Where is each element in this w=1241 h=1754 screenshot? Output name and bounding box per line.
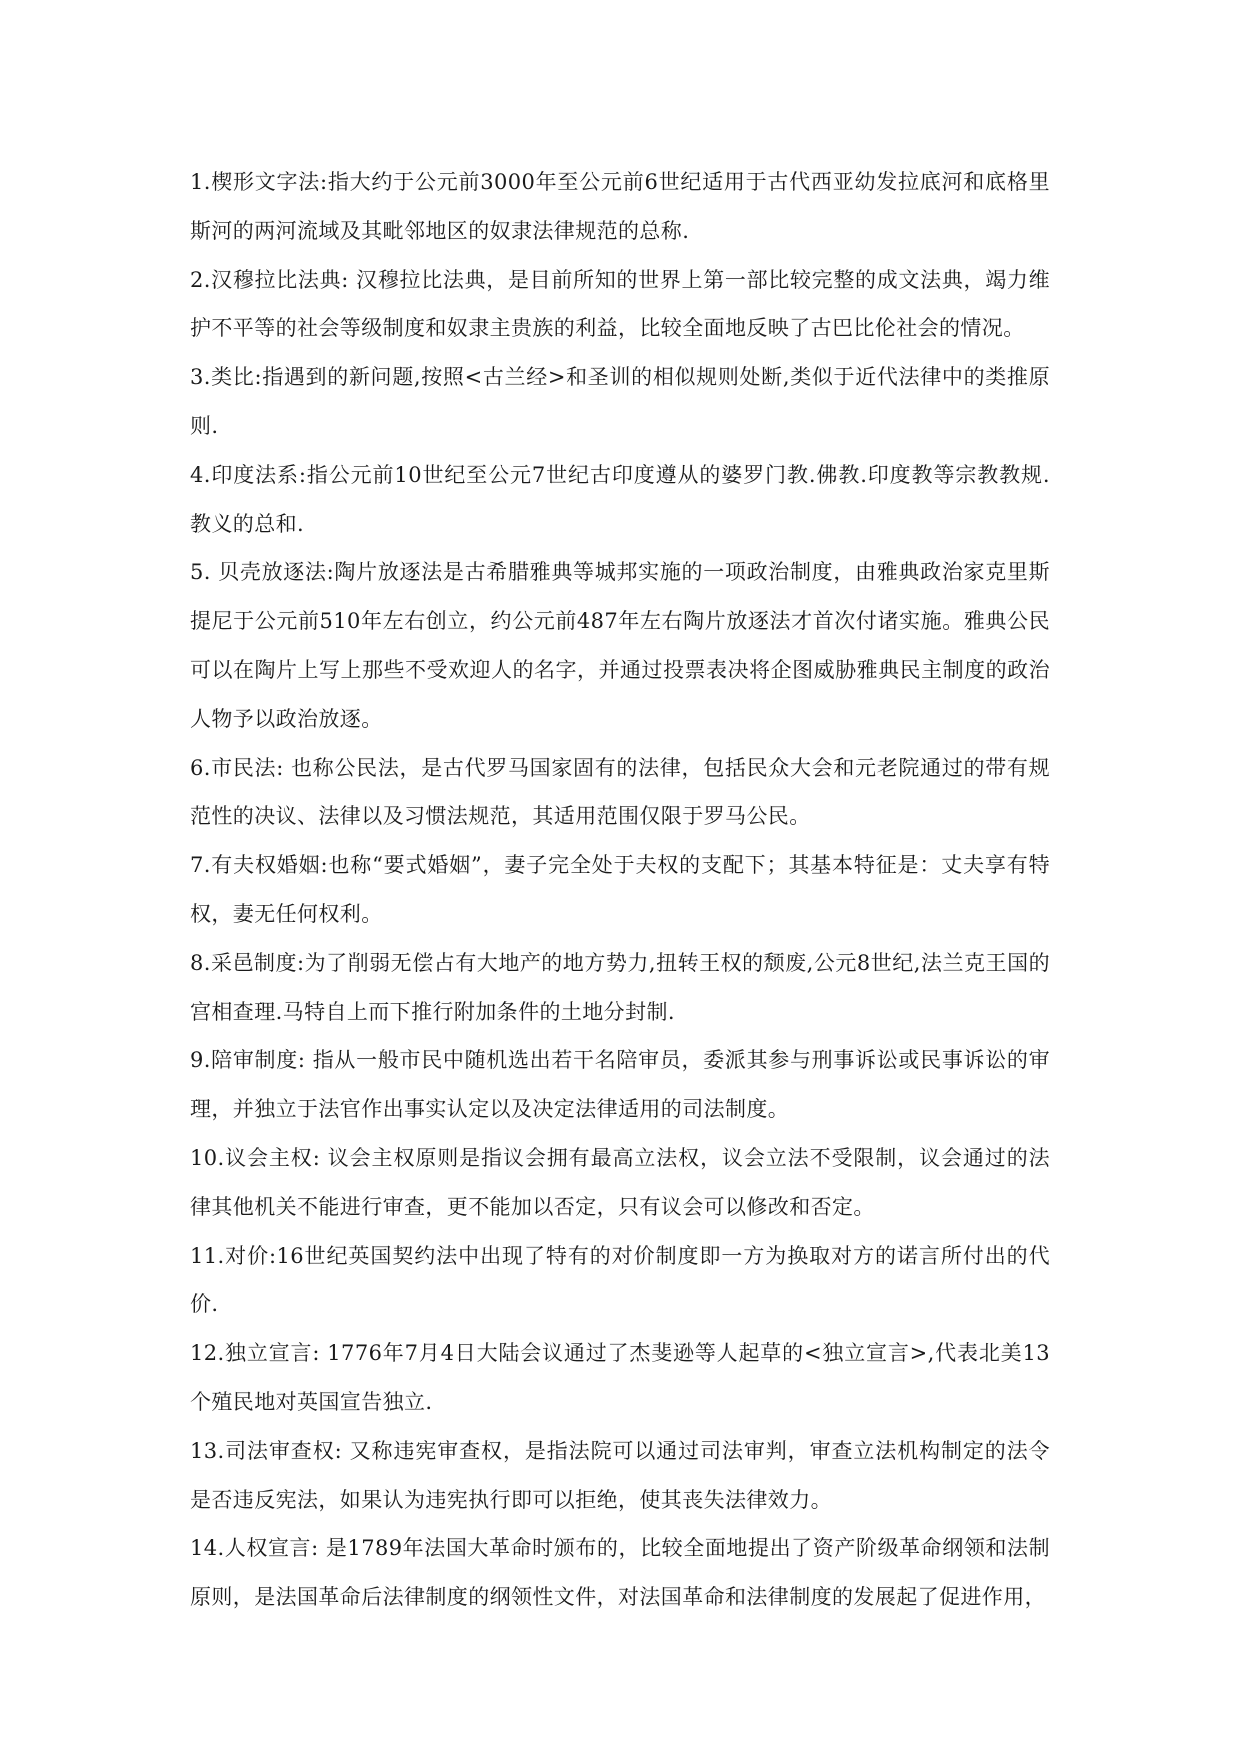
entry-declaration-of-rights-of-man: 14.人权宣言: 是1789年法国大革命时颁布的，比较全面地提出了资产阶级革命纲领和法制原则，是法国革命后法律制度的纲领性文件，对法国革命和法律制度的发展起了促进作用， [190, 1536, 1050, 1610]
entry-jury-system: 9.陪审制度: 指从一般市民中随机选出若干名陪审员，委派其参与刑事诉讼或民事诉讼的审理，并独立于法官作出事实认定以及决定法律适用的司法制度。 [190, 1048, 1050, 1122]
entry-indian-legal-system: 4.印度法系:指公元前10世纪至公元7世纪古印度遵从的婆罗门教.佛教.印度教等宗教教规.教义的总和. [190, 462, 1050, 536]
entry-manus-marriage: 7.有夫权婚姻:也称“要式婚姻”，妻子完全处于夫权的支配下；其基本特征是：丈夫享有特权，妻无任何权利。 [190, 853, 1050, 926]
document-body [190, 158, 1050, 1622]
entry-consideration: 11.对价:16世纪英国契约法中出现了特有的对价制度即一方为换取对方的诺言所付出的代价. [190, 1243, 1050, 1317]
entry-code-of-hammurabi: 2.汉穆拉比法典: 汉穆拉比法典，是目前所知的世界上第一部比较完整的成文法典，竭力维护不平等的社会等级制度和奴隶主贵族的利益，比较全面地反映了古巴比伦社会的情况。 [190, 267, 1050, 341]
entry-benefice-system: 8.采邑制度:为了削弱无偿占有大地产的地方势力,扭转王权的颓废,公元8世纪,法兰克王国的宫相查理.马特自上而下推行附加条件的土地分封制. [190, 950, 1050, 1024]
entry-parliamentary-sovereignty: 10.议会主权: 议会主权原则是指议会拥有最高立法权，议会立法不受限制，议会通过的法律其他机关不能进行审查，更不能加以否定，只有议会可以修改和否定。 [190, 1145, 1050, 1219]
entry-analogy: 3.类比:指遇到的新问题,按照<古兰经>和圣训的相似规则处断,类似于近代法律中的类推原则. [190, 365, 1050, 438]
entry-declaration-of-independence: 12.独立宣言: 1776年7月4日大陆会议通过了杰斐逊等人起草的<独立宣言>,代表北美13个殖民地对英国宣告独立. [190, 1341, 1050, 1414]
entry-judicial-review: 13.司法审查权: 又称违宪审查权，是指法院可以通过司法审判，审查立法机构制定的法令是否违反宪法，如果认为违宪执行即可以拒绝，使其丧失法律效力。 [190, 1438, 1050, 1512]
entry-civil-law: 6.市民法: 也称公民法，是古代罗马国家固有的法律，包括民众大会和元老院通过的带有规范性的决议、法律以及习惯法规范，其适用范围仅限于罗马公民。 [190, 755, 1050, 829]
entry-cuneiform-law: 1.楔形文字法:指大约于公元前3000年至公元前6世纪适用于古代西亚幼发拉底河和底格里斯河的两河流域及其毗邻地区的奴隶法律规范的总称. [190, 170, 1050, 243]
entry-ostracism: 5. 贝壳放逐法:陶片放逐法是古希腊雅典等城邦实施的一项政治制度，由雅典政治家克里斯提尼于公元前510年左右创立，约公元前487年左右陶片放逐法才首次付诸实施。雅典公民可以在陶片上写上那些不受欢迎人的名字，并通过投票表决将企图威胁雅典民主制度的政治人物予以政治放逐。 [190, 560, 1050, 731]
